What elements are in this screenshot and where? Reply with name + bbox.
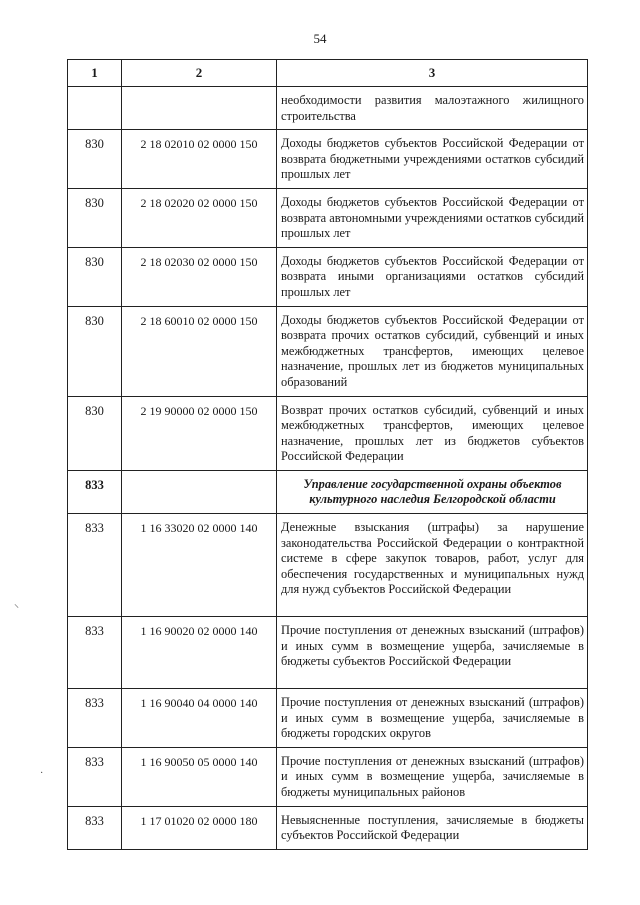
- header-col-2: 2: [122, 60, 277, 87]
- table-row: [68, 747, 588, 806]
- budget-code-cell: 2 18 02030 02 0000 150: [122, 247, 277, 306]
- description-cell: Возврат прочих остатков субсидий, субвенций и иных межбюджетных трансфертов, имеющих целевое назначение, прошлых лет из бюджетов субъектов Российской Федерации: [277, 396, 588, 470]
- admin-code-cell: 833: [68, 514, 122, 617]
- table-row: [68, 247, 588, 306]
- table-row: [68, 306, 588, 396]
- header-col-3: 3: [277, 60, 588, 87]
- budget-code-cell: 1 16 33020 02 0000 140: [122, 514, 277, 617]
- description-cell: Прочие поступления от денежных взысканий (штрафов) и иных сумм в возмещение ущерба, зачисляемые в бюджеты муниципальных районов: [277, 747, 588, 806]
- table-row: [68, 689, 588, 748]
- description-cell: Прочие поступления от денежных взысканий (штрафов) и иных сумм в возмещение ущерба, зачисляемые в бюджеты субъектов Российской Федерации: [277, 617, 588, 689]
- table-row: [68, 617, 588, 689]
- budget-code-cell: 1 17 01020 02 0000 180: [122, 806, 277, 849]
- budget-code-cell: [122, 470, 277, 513]
- description-cell: Доходы бюджетов субъектов Российской Федерации от возврата бюджетными учреждениями остатков субсидий прошлых лет: [277, 130, 588, 189]
- table-header-row: [68, 60, 588, 87]
- admin-code-cell: 830: [68, 396, 122, 470]
- admin-code-cell: 833: [68, 747, 122, 806]
- admin-code-cell: 830: [68, 306, 122, 396]
- description-cell: Управление государственной охраны объектов культурного наследия Белгородской области: [277, 470, 588, 513]
- admin-code-cell: 830: [68, 188, 122, 247]
- budget-code-cell: 1 16 90040 04 0000 140: [122, 689, 277, 748]
- table-row: [68, 806, 588, 849]
- table-row: [68, 514, 588, 617]
- admin-code-cell: 830: [68, 130, 122, 189]
- budget-code-cell: 1 16 90050 05 0000 140: [122, 747, 277, 806]
- budget-code-cell: 2 18 02010 02 0000 150: [122, 130, 277, 189]
- table-row: [68, 188, 588, 247]
- description-cell: Прочие поступления от денежных взысканий (штрафов) и иных сумм в возмещение ущерба, зачисляемые в бюджеты городских округов: [277, 689, 588, 748]
- admin-code-cell: [68, 87, 122, 130]
- description-cell: Денежные взыскания (штрафы) за нарушение законодательства Российской Федерации о контрактной системе в сфере закупок товаров, работ, услуг для обеспечения государственных и муниципальных нужд для нужд субъектов Российской Федерации: [277, 514, 588, 617]
- admin-code-cell: 833: [68, 617, 122, 689]
- table-row: [68, 87, 588, 130]
- page-number: 54: [313, 31, 327, 46]
- budget-code-cell: [122, 87, 277, 130]
- description-cell: необходимости развития малоэтажного жилищного строительства: [277, 87, 588, 130]
- budget-code-cell: 2 18 02020 02 0000 150: [122, 188, 277, 247]
- admin-code-cell: 833: [68, 470, 122, 513]
- description-cell: Доходы бюджетов субъектов Российской Федерации от возврата автономными учреждениями остатков субсидий прошлых лет: [277, 188, 588, 247]
- scan-mark: ⸜: [14, 599, 19, 610]
- revenue-codes-table: [67, 59, 588, 850]
- budget-code-cell: 2 18 60010 02 0000 150: [122, 306, 277, 396]
- budget-code-cell: 1 16 90020 02 0000 140: [122, 617, 277, 689]
- table-body: [68, 87, 588, 850]
- description-cell: Доходы бюджетов субъектов Российской Федерации от возврата прочих остатков субсидий, субвенций и иных межбюджетных трансфертов, имеющих целевое назначение, прошлых лет из бюджетов муниципальных образований: [277, 306, 588, 396]
- table-row: [68, 130, 588, 189]
- budget-code-cell: 2 19 90000 02 0000 150: [122, 396, 277, 470]
- admin-code-cell: 830: [68, 247, 122, 306]
- table-row: [68, 470, 588, 513]
- description-cell: Доходы бюджетов субъектов Российской Федерации от возврата иными организациями остатков субсидий прошлых лет: [277, 247, 588, 306]
- admin-code-cell: 833: [68, 806, 122, 849]
- admin-code-cell: 833: [68, 689, 122, 748]
- description-cell: Невыясненные поступления, зачисляемые в бюджеты субъектов Российской Федерации: [277, 806, 588, 849]
- table-row: [68, 396, 588, 470]
- scan-dot: ·: [40, 768, 44, 779]
- header-col-1: 1: [68, 60, 122, 87]
